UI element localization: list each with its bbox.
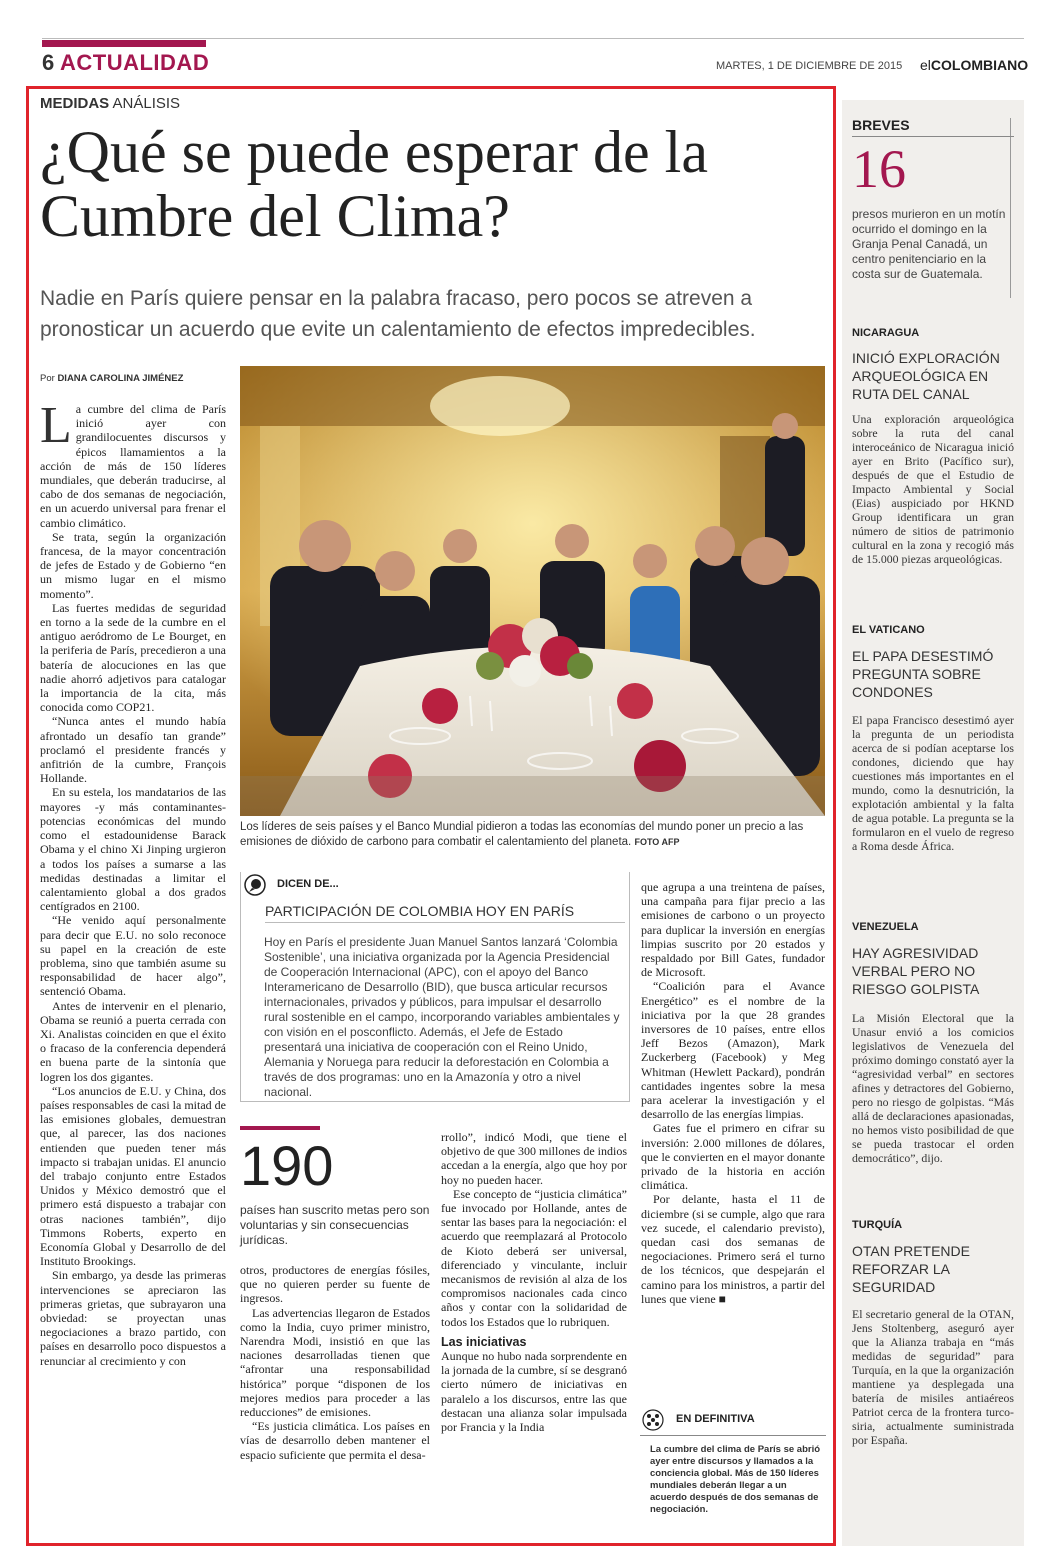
subhead-iniciativas: Las iniciativas (441, 1334, 527, 1349)
article-paragraph: Antes de intervenir en el plenario, Obama se reunió a puerta cerrada con Xi. Analistas coinciden en que el éxito o fracaso de la conferencia dependerá en buena parte de la sintonía que logren los dos gigantes. (40, 998, 226, 1084)
article-paragraph: “Los anuncios de E.U. y China, dos países responsables de casi la mitad de las emisiones globales, demuestran que, al parecer, las dos naciones entienden que pueden tener más impacto si trabajan unidas. El anuncio del trabajo conjunto entre Estados Unidos y México demostró que el primero está dispuesto a trabajar con otras naciones también”, dijo Timmons Roberts, experto en Economía Global y Desarrollo de del Instituto Brookings. (40, 1083, 226, 1269)
article-paragraph: “Es justicia climática. Los países en vías de desarrollo deben mantener el espacio suficiente que permita el desa- (240, 1419, 430, 1462)
brief-body: La Misión Electoral que la Unasur envió a los comicios legislativos de Venezuela del próximo domingo constató ayer la “agresividad verbal” en sectores afines y detractores del Gobierno, pero no riesgo de golpistas. “Más allá de declaraciones apasionadas, no hemos visto posibilidad de que se pueda trastocar el orden democrático”, dijo. (852, 1011, 1014, 1165)
brief-headline: OTAN PRETENDE REFORZAR LA SEGURIDAD (852, 1243, 970, 1295)
photo-credit: FOTO AFP (634, 837, 680, 847)
article-paragraph: Aunque no hubo nada sorprendente en la jornada de la cumbre, sí se desgranó cierto número de iniciativas en paralelo a los discursos, entre las que destacan una alianza solar impulsada por Francia y la India (441, 1349, 627, 1435)
brief-label: TURQUÍA (852, 1219, 903, 1231)
section-name: ACTUALIDAD (60, 50, 210, 75)
article-paragraph: que agrupa a una treintena de países, una campaña para fijar precio a las emisiones de carbono o un proyecto para duplicar la inversión en energías limpias suscrito por 20 estados y respaldado por Bill Gates, fundador de Microsoft. (641, 880, 825, 980)
dicen-subtitle: PARTICIPACIÓN DE COLOMBIA HOY EN PARÍS (265, 903, 625, 923)
article-paragraph: “He venido aquí personalmente para decir que E.U. no solo reconoce su papel en la creación de este problema, sino que también asume su responsabilidad de hacer algo”, sentenció Obama. (40, 913, 226, 999)
breves-stat-text: presos murieron en un motín ocurrido el domingo en la Granja Penal Canadá, un centro penitenciario en la costa sur de Guatemala. (852, 207, 1006, 281)
brief-label: NICARAGUA (852, 327, 920, 339)
stat-rule (240, 1126, 320, 1130)
article-kicker: MEDIDAS ANÁLISIS (40, 95, 181, 112)
brief-body: El secretario general de la OTAN, Jens Stoltenberg, aseguró ayer que la Alianza trabaja en “más medidas de seguridad” para Turquía, en la que la organización mantiene ya desplegada una batería de misiles antiaéreos Patriot cerca de la frontera turco-siria, actualmente suministrada por España. (852, 1307, 1014, 1447)
newspaper-brand: elCOLOMBIANO (920, 57, 1029, 73)
article-column-4 (641, 880, 825, 1306)
article-deck: Nadie en París quiere pensar en la palabra fracaso, pero pocos se atreven a pronosticar un acuerdo que evite un calentamiento de efectos impredecibles. (40, 287, 756, 341)
brief-headline: INICIÓ EXPLORACIÓN ARQUEOLÓGICA EN RUTA DEL CANAL (852, 350, 1000, 402)
page-number: 6 (42, 50, 55, 75)
article-paragraph: La cumbre del clima de París inició ayer con grandilocuentes discursos y épicos llamamientos a la acción de más de 150 líderes mundiales, que deberán traducirse, al cabo de dos semanas de negociación, en un acuerdo universal para frenar el cambio climático. (40, 397, 226, 530)
brief-body: Una exploración arqueológica sobre la ruta del canal interoceánico de Nicaragua inició ayer en Brito (Pacífico sur), después de que el Estudio de Impacto Ambiental y Social (Eias) auspiciado por HKND Group identificara un gran número de sitios de patrimonio cultural en la zona y recogió más de 15.000 piezas arqueológicas. (852, 412, 1014, 566)
en-definitiva-label: EN DEFINITIVA (676, 1413, 755, 1425)
article-column-2 (240, 1263, 430, 1462)
article-column-1 (40, 397, 226, 1368)
brief-label: EL VATICANO (852, 624, 925, 636)
en-definitiva-rule (640, 1435, 826, 1436)
article-column-3 (441, 1130, 627, 1434)
dicen-text: Hoy en París el presidente Juan Manuel Santos lanzará ‘Colombia Sostenible’, una iniciativa organizada por la Agencia Presidencial de Cooperación Internacional (APC), con el apoyo del Banco Interamericano de Desarrollo (BID), que busca articular recursos internacionales, privados y públicos, para impulsar el desarrollo rural sostenible en el campo, incorporando variables ambientales y con visión en el posconflicto. Además, el Jefe de Estado presentará una iniciativa de cooperación con el Reino Unido, Alemania y Noruega para reducir la deforestación en Colombia a través de dos programas: uno en la Amazonía y otro a nivel nacional. (264, 935, 620, 1099)
article-paragraph: otros, productores de energías fósiles, que no quieren perder su fuente de ingresos. (240, 1263, 430, 1306)
breves-rule (852, 136, 1014, 137)
stat-number: 190 (240, 1134, 334, 1197)
dicen-label: DICEN DE... (277, 878, 339, 890)
article-paragraph: Se trata, según la organización francesa, de la mayor concentración de jefes de Estado y de Gobierno “en un mismo lugar en el mismo momento”. (40, 529, 226, 601)
article-paragraph: Las advertencias llegaron de Estados como la India, cuyo primer ministro, Narendra Modi, insistió en que las naciones desarrolladas tienen que “afrontar una responsabilidad histórica” porque “disponen de los mejores medios para proceder a las reducciones” de emisiones. (240, 1305, 430, 1420)
article-paragraph: “Nunca antes el mundo había afrontado un desafío tan grande” proclamó el presidente francés y anfitrión de la cumbre, François Hollande. (40, 714, 226, 786)
issue-date: MARTES, 1 DE DICIEMBRE DE 2015 (716, 60, 903, 72)
brief-body: El papa Francisco desestimó ayer la pregunta de un periodista acerca de si podían aceptarse los condones, diciendo que hay cuestiones más importantes en el mundo, como la desnutrición, la explotación ambiental y la falta de agua potable. La pregunta se la formularon en el vuelo de regreso a Roma desde África. (852, 713, 1014, 853)
article-paragraph: Ese concepto de “justicia climática” fue invocado por Hollande, antes de sentar las bases para la negociación: el acuerdo que reemplazará al Protocolo de Kioto deberá ser universal, diferenciado y vinculante, incluir mecanismos de revisión al alza de los compromisos nacionales cada cinco años y contar con la solidaridad de todos los Estados que lo rubriquen. (441, 1186, 627, 1329)
en-definitiva-text: La cumbre del clima de París se abrió ayer entre discursos y llamados a la conciencia global. Más de 150 líderes mundiales deberán llegar a un acuerdo después de dos semanas de negociación. (650, 1444, 821, 1515)
article-photo (240, 366, 825, 816)
drop-cap: L (40, 397, 72, 454)
article-paragraph: “Coalición para el Avance Energético” es el nombre de la iniciativa por la que 28 grandes inversores de 10 países, entre ellos Jeff Bezos (Amazon), Mark Zuckerberg (Facebook) y Meg Whitman (Hewlett Packard), pondrán cantidades ingentes sobre la mesa para acelerar la investigación y el desarrollo de las energías limpias. (641, 979, 825, 1122)
summary-icon (642, 1409, 664, 1431)
byline: Por DIANA CAROLINA JIMÉNEZ (40, 373, 184, 384)
article-paragraph: En su estela, los mandatarios de las mayores -y más contaminantes- potencias económicas del mundo como el estadounidense Barack Obama y el chino Xi Jinping urgieron a todos los países a sumarse a las medidas destinadas a limitar el calentamiento global a dos grados centígrados en 2100. (40, 785, 226, 914)
breves-title: BREVES (852, 117, 910, 133)
article-paragraph: rrollo”, indicó Modi, que tiene el objetivo de que 300 millones de indios accedan a la energía, algo que hoy por hoy no pueden hacer. (441, 1130, 627, 1187)
photo-caption: Los líderes de seis países y el Banco Mundial pidieron a todas las economías del mundo poner un precio a las emisiones de dióxido de carbono para combatir el calentamiento del planeta. FOTO AFP (240, 821, 804, 848)
brief-headline: HAY AGRESIVIDAD VERBAL PERO NO RIESGO GOLPISTA (852, 945, 980, 997)
breves-stat-number: 16 (852, 139, 906, 199)
article-paragraph: Gates fue el primero en cifrar su inversión: 2.000 millones de dólares, que le convierten en el mayor donante privado de la historia en acción climática. (641, 1121, 825, 1193)
stat-text: países han suscrito metas pero son voluntarias y sin consecuencias jurídicas. (240, 1203, 430, 1247)
article-paragraph: Por delante, hasta el 11 de diciembre (si se cumple, algo que rara vez sucede, el calendario previsto), quedan casi dos semanas de negociaciones. Primero será el turno de los técnicos, que despejarán el camino para los ministros, a partir del lunes que viene ■ (641, 1192, 825, 1306)
brief-label: VENEZUELA (852, 921, 919, 933)
article-title: ¿Qué se puede esperar de la Cumbre del Clima? (40, 119, 708, 249)
section-bar (42, 40, 206, 47)
speech-bubble-icon (244, 874, 266, 896)
top-rule (42, 38, 1024, 39)
brief-headline: EL PAPA DESESTIMÓ PREGUNTA SOBRE CONDONES (852, 648, 994, 700)
article-paragraph: Sin embargo, ya desde las primeras intervenciones se apreciaron las primeras grietas, que subrayaron una obviedad: se proyectan unas negociaciones a brazo partido, con países en desarrollo poco dispuestos a renunciar al crecimiento y con (40, 1268, 226, 1368)
article-paragraph: Las fuertes medidas de seguridad en torno a la sede de la cumbre en el antiguo aeródromo de Le Bourget, en la periferia de París, precedieron a una batería de alocuciones en las que nadie ahorró adjetivos para catalogar la importancia de la cita, más conocida como COP21. (40, 600, 226, 715)
